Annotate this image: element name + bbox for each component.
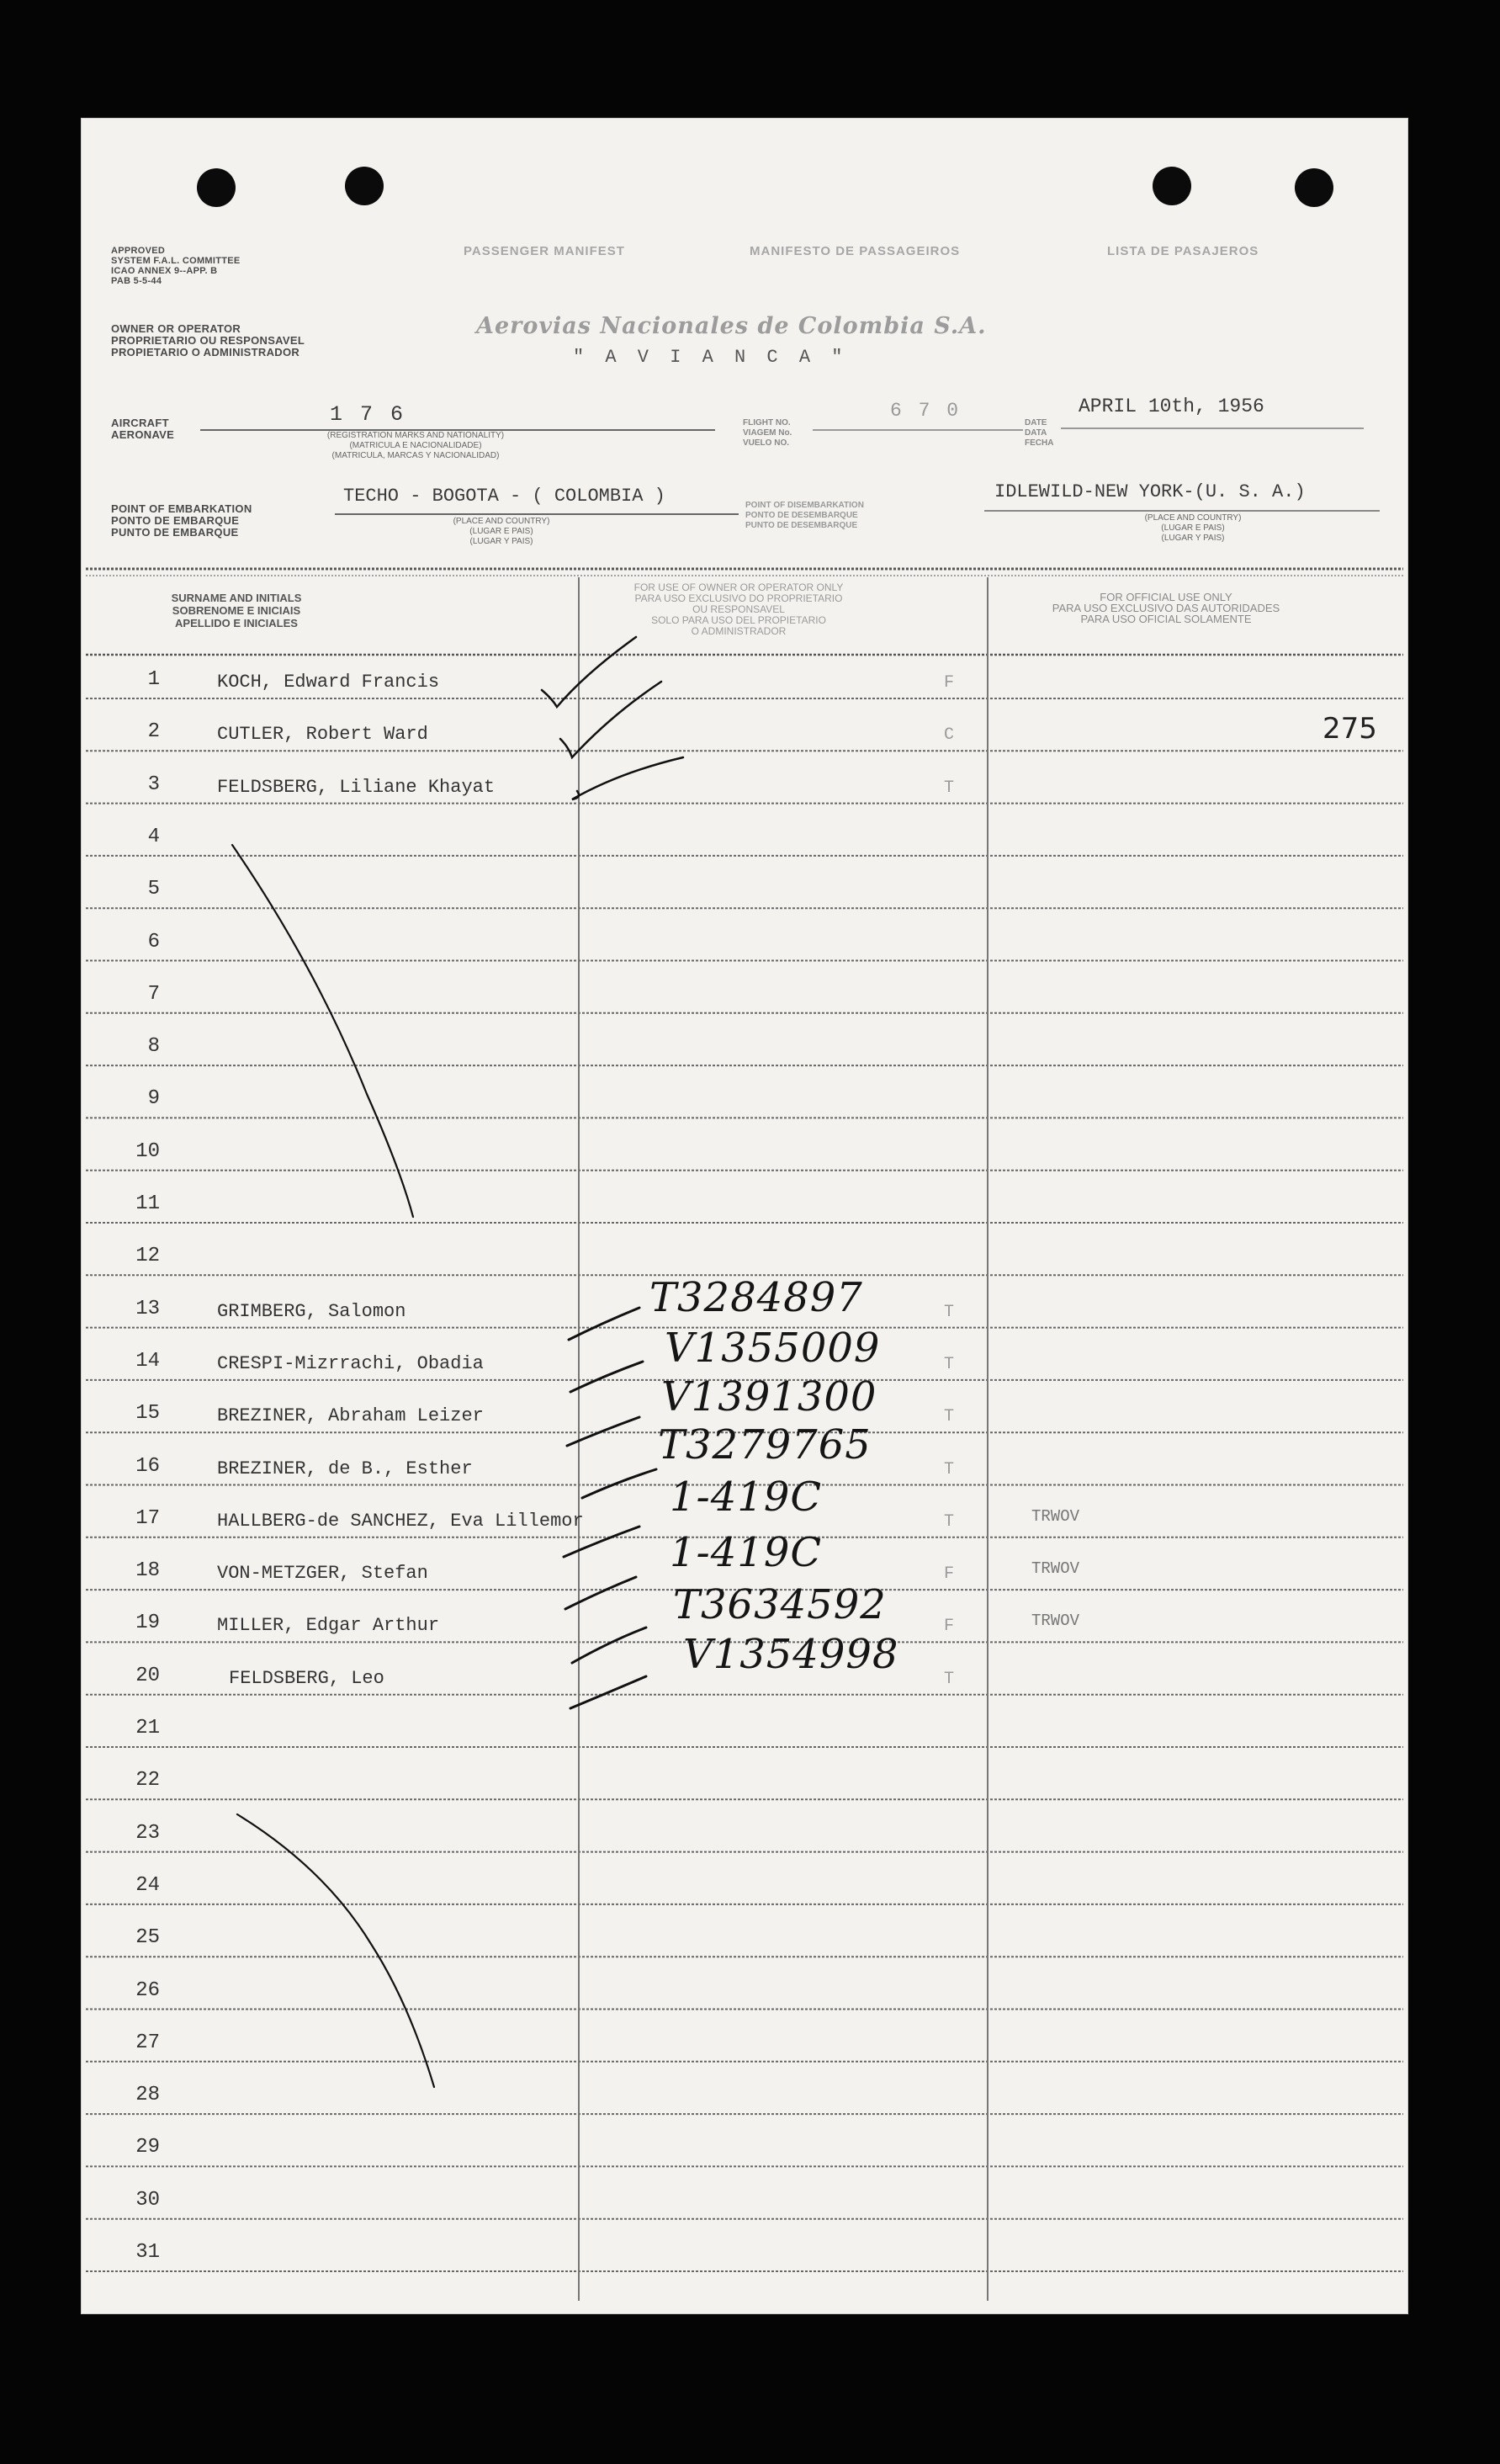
row-number: 2 <box>147 720 160 744</box>
check-mark <box>560 682 661 757</box>
handwritten-document-number: 1-419C <box>670 1473 823 1521</box>
pen-dash <box>582 1469 656 1498</box>
handwritten-document-number: V1355009 <box>665 1324 881 1372</box>
owner-use-header-line: FOR USE OF OWNER OR OPERATOR ONLY <box>633 581 844 593</box>
row-number: 22 <box>135 1769 160 1792</box>
disembarkation-sub-line: (PLACE AND COUNTRY) <box>1144 513 1242 523</box>
name-header-line: SURNAME AND INITIALS <box>171 592 302 604</box>
embarkation-value: TECHO - BOGOTA - ( COLOMBIA ) <box>343 486 665 507</box>
passenger-name: MILLER, Edgar Arthur <box>217 1615 440 1637</box>
flight-line <box>813 429 1023 431</box>
official-mark: TRWOV <box>1031 1559 1080 1579</box>
cancel-line <box>232 845 413 1217</box>
owner-label: OWNER OR OPERATOR <box>111 322 241 335</box>
row-number: 11 <box>135 1192 160 1215</box>
row-number: 18 <box>135 1559 160 1583</box>
title-en: PASSENGER MANIFEST <box>464 244 625 258</box>
passenger-name: BREZINER, de B., Esther <box>217 1458 473 1479</box>
name-header-line: SOBRENOME E INICIAIS <box>172 604 301 617</box>
official-mark: TRWOV <box>1031 1612 1080 1631</box>
title-es: LISTA DE PASAJEROS <box>1107 244 1259 258</box>
pen-dash <box>567 1417 639 1446</box>
date-label: FECHA <box>1025 438 1054 448</box>
row-number: 9 <box>147 1087 160 1111</box>
passenger-name: KOCH, Edward Francis <box>217 672 440 693</box>
fare-code: F <box>944 1564 955 1585</box>
row-number: 23 <box>135 1821 160 1845</box>
row-number: 19 <box>135 1612 160 1635</box>
disembarkation-label: POINT OF DISEMBARKATION <box>745 501 864 510</box>
fare-code: C <box>944 725 955 746</box>
embarkation-label: PUNTO DE EMBARQUE <box>111 526 239 539</box>
row-number: 31 <box>135 2241 160 2264</box>
approval-line: PAB 5-5-44 <box>111 276 162 286</box>
disembarkation-sub <box>1109 513 1277 544</box>
fare-code: T <box>944 778 955 798</box>
stamp-number: 275 <box>1322 712 1377 746</box>
pen-dash <box>569 1308 639 1340</box>
punch-hole <box>345 167 384 205</box>
cancel-line <box>237 1814 434 2087</box>
official-header-line: PARA USO EXCLUSIVO DAS AUTORIDADES <box>1052 602 1280 614</box>
aircraft-value: 1 7 6 <box>330 402 406 427</box>
pen-dash <box>565 1577 636 1609</box>
passenger-name: CUTLER, Robert Ward <box>217 724 428 746</box>
aircraft-labels <box>111 417 174 441</box>
row-number: 15 <box>135 1402 160 1426</box>
row-number: 24 <box>135 1873 160 1897</box>
flight-label: FLIGHT NO. <box>743 418 791 427</box>
handwritten-document-number: V1354998 <box>683 1630 899 1678</box>
passenger-name: VON-METZGER, Stefan <box>217 1563 428 1585</box>
fare-code: T <box>944 1302 955 1322</box>
date-line <box>1061 427 1364 429</box>
official-header-line: FOR OFFICIAL USE ONLY <box>1100 591 1232 603</box>
aircraft-sub-line: (MATRICULA E NACIONALIDADE) <box>349 441 482 450</box>
official-column-header <box>981 592 1351 624</box>
date-value: APRIL 10th, 1956 <box>1079 396 1264 417</box>
row-number: 3 <box>147 773 160 796</box>
passenger-name: FELDSBERG, Liliane Khayat <box>217 776 496 798</box>
row-number: 1 <box>147 668 160 691</box>
disembarkation-label: PUNTO DE DESEMBARQUE <box>745 521 858 530</box>
row-number: 13 <box>135 1297 160 1320</box>
embarkation-line <box>335 513 739 515</box>
handwritten-document-number: 1-419C <box>670 1529 823 1577</box>
aircraft-sub-line: (REGISTRATION MARKS AND NATIONALITY) <box>326 431 505 440</box>
company-short: " A V I A N C A " <box>573 347 848 368</box>
flight-label: VUELO NO. <box>743 438 790 448</box>
aircraft-label: AERONAVE <box>111 428 175 441</box>
approval-block <box>111 246 241 286</box>
punch-hole <box>1295 168 1333 207</box>
fare-code: T <box>944 1407 955 1427</box>
disembarkation-labels <box>745 501 864 531</box>
owner-label: PROPIETARIO O ADMINISTRADOR <box>111 346 300 358</box>
owner-use-column-header <box>612 582 865 637</box>
official-header-line: PARA USO OFICIAL SOLAMENTE <box>1080 613 1252 625</box>
check-mark <box>542 637 636 707</box>
owner-use-header-line: OU RESPONSAVEL <box>692 603 785 615</box>
disembarkation-sub-line: (LUGAR Y PAIS) <box>1161 534 1225 543</box>
aircraft-sub <box>306 431 525 461</box>
embarkation-sub <box>417 517 586 547</box>
fare-code: T <box>944 1354 955 1374</box>
row-number: 5 <box>147 878 160 901</box>
owner-use-header-line: SOLO PARA USO DEL PROPIETARIO <box>651 614 826 626</box>
check-mark <box>572 757 683 799</box>
punch-hole <box>1153 167 1191 205</box>
embarkation-sub-line: (LUGAR E PAIS) <box>469 527 533 536</box>
company-stamp: Aerovias Nacionales de Colombia S.A. <box>476 313 987 339</box>
handwritten-document-number: T3284897 <box>649 1273 863 1321</box>
owner-use-header-line: PARA USO EXCLUSIVO DO PROPRIETARIO <box>634 592 843 604</box>
embarkation-label: POINT OF EMBARKATION <box>111 502 252 515</box>
passenger-name: FELDSBERG, Leo <box>229 1667 384 1689</box>
aircraft-sub-line: (MATRICULA, MARCAS Y NACIONALIDAD) <box>331 451 500 460</box>
row-number: 27 <box>135 2031 160 2054</box>
row-number: 26 <box>135 1978 160 2002</box>
row-number: 12 <box>135 1245 160 1268</box>
disembarkation-value: IDLEWILD-NEW YORK-(U. S. A.) <box>994 481 1306 502</box>
fare-code: T <box>944 1511 955 1532</box>
date-labels <box>1025 418 1053 449</box>
passenger-name: CRESPI-Mizrrachi, Obadia <box>217 1352 484 1374</box>
owner-use-header-line: O ADMINISTRADOR <box>691 625 787 637</box>
passenger-name: GRIMBERG, Salomon <box>217 1300 406 1322</box>
pen-dash <box>570 1676 646 1708</box>
fare-code: F <box>944 1617 955 1637</box>
name-column-header <box>131 592 342 629</box>
handwritten-document-number: T3279765 <box>658 1421 872 1468</box>
flight-labels <box>743 418 792 449</box>
approval-line: SYSTEM F.A.L. COMMITTEE <box>111 256 241 266</box>
row-number: 29 <box>135 2136 160 2159</box>
row-number: 4 <box>147 825 160 848</box>
name-header-line: APELLIDO E INICIALES <box>175 617 298 629</box>
row-number: 25 <box>135 1926 160 1950</box>
row-number: 20 <box>135 1664 160 1687</box>
official-mark: TRWOV <box>1031 1506 1080 1526</box>
embarkation-label: PONTO DE EMBARQUE <box>111 514 240 527</box>
punch-hole <box>197 168 236 207</box>
embarkation-sub-line: (PLACE AND COUNTRY) <box>453 517 550 526</box>
disembarkation-sub-line: (LUGAR E PAIS) <box>1161 523 1225 533</box>
approval-line: APPROVED <box>111 246 166 256</box>
owner-label: PROPRIETARIO OU RESPONSAVEL <box>111 334 305 347</box>
row-number: 16 <box>135 1454 160 1478</box>
date-label: DATA <box>1025 428 1047 438</box>
disembarkation-label: PONTO DE DESEMBARQUE <box>745 511 858 520</box>
disembarkation-line <box>984 510 1380 512</box>
flight-value: 6 7 0 <box>890 400 962 422</box>
manifest-sheet <box>81 118 1408 2314</box>
flight-label: VIAGEM No. <box>743 428 792 438</box>
row-number: 28 <box>135 2084 160 2107</box>
owner-labels <box>111 323 305 358</box>
embarkation-sub-line: (LUGAR Y PAIS) <box>469 537 533 546</box>
aircraft-label: AIRCRAFT <box>111 417 169 429</box>
row-number: 14 <box>135 1349 160 1373</box>
row-number: 7 <box>147 982 160 1006</box>
fare-code: T <box>944 1459 955 1479</box>
approval-line: ICAO ANNEX 9--APP. B <box>111 266 218 276</box>
title-pt: MANIFESTO DE PASSAGEIROS <box>750 244 961 258</box>
pen-dash <box>572 1628 646 1663</box>
fare-code: F <box>944 673 955 693</box>
row-number: 21 <box>135 1717 160 1739</box>
pen-dash <box>570 1362 643 1392</box>
row-number: 8 <box>147 1035 160 1059</box>
row-number: 17 <box>135 1506 160 1530</box>
row-number: 10 <box>135 1139 160 1163</box>
date-label: DATE <box>1025 418 1047 427</box>
passenger-name: BREZINER, Abraham Leizer <box>217 1405 484 1427</box>
embarkation-labels <box>111 503 252 539</box>
fare-code: T <box>944 1669 955 1689</box>
handwritten-document-number: T3634592 <box>673 1581 887 1629</box>
passenger-name: HALLBERG-de SANCHEZ, Eva Lillemor <box>217 1510 584 1532</box>
row-number: 30 <box>135 2188 160 2212</box>
row-number: 6 <box>147 930 160 953</box>
handwritten-document-number: V1391300 <box>661 1373 877 1421</box>
